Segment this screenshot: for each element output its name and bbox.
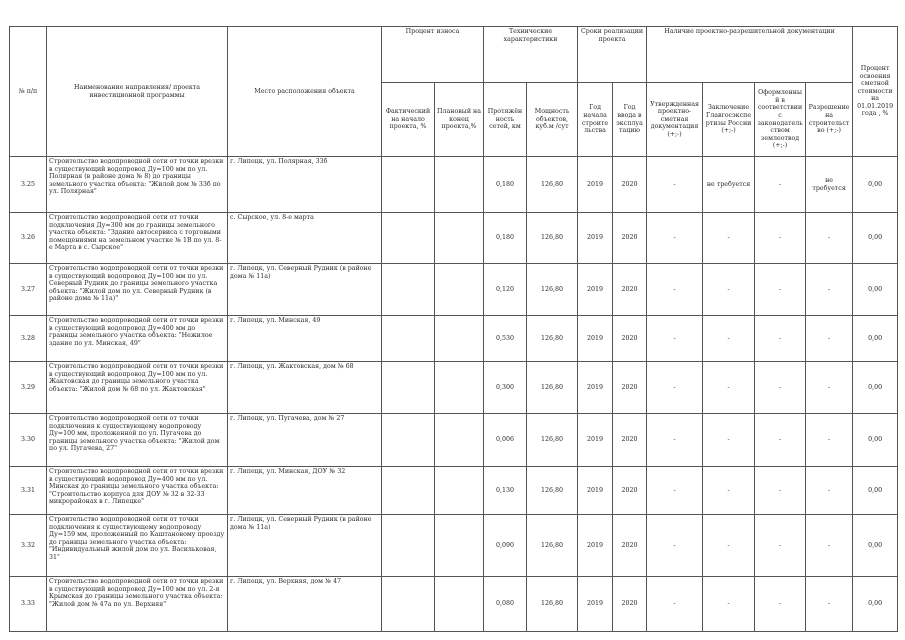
row-start-year: 2019 [578,362,613,414]
row-start-year: 2019 [578,414,613,467]
header-permits-group: Наличие проектно-разрешительной документации [647,27,853,83]
row-design-doc: - [647,414,703,467]
row-place: г. Липецк, ул. Полярная, 33б [228,157,382,213]
row-num: 3.30 [10,414,47,467]
row-expert-review: - [703,515,755,577]
row-land-allotment: - [755,515,806,577]
row-name: Строительство водопроводной сети от точки врезки в существующий водопровод Ду=100 мм по ул. Северный Рудник до границы земельного участка объекта: "Жилой дом по ул. Северный Рудник (в районе дома № 11а)" [47,264,228,316]
row-design-doc: - [647,213,703,264]
row-num: 3.26 [10,213,47,264]
row-end-year: 2020 [613,316,647,362]
row-build-permit: - [806,264,853,316]
header-permits-land: Оформленный в соответствии с законодательством землеотвод (+;-) [755,83,806,157]
row-end-year: 2020 [613,264,647,316]
row-length: 0,120 [484,264,527,316]
header-wear-plan: Плановый на конец проекта,% [435,83,484,157]
row-cost-pct: 0,00 [853,577,898,632]
row-cost-pct: 0,00 [853,264,898,316]
row-end-year: 2020 [613,213,647,264]
row-land-allotment: - [755,414,806,467]
row-wear-plan [435,577,484,632]
row-length: 0,130 [484,467,527,515]
row-num: 3.27 [10,264,47,316]
row-name: Строительство водопроводной сети от точки подключения к существующему водопроводу Ду=159 мм, проложенный по Каштановому проезду до границы земельного участка объекта: "Индивидуальный жилой дом по ул. Васильковая, 31" [47,515,228,577]
row-place: с. Сырское, ул. 8-е марта [228,213,382,264]
row-land-allotment: - [755,362,806,414]
table-row [10,157,898,213]
row-cost-pct: 0,00 [853,362,898,414]
row-start-year: 2019 [578,577,613,632]
row-build-permit: - [806,213,853,264]
row-wear-plan [435,515,484,577]
row-length: 0,530 [484,316,527,362]
row-length: 0,090 [484,515,527,577]
header-terms-end: Год ввода в эксплуатацию [613,83,647,157]
row-end-year: 2020 [613,362,647,414]
row-build-permit: - [806,316,853,362]
row-length: 0,006 [484,414,527,467]
row-wear-plan [435,213,484,264]
row-capacity: 126,80 [527,264,578,316]
row-start-year: 2019 [578,515,613,577]
row-cost-pct: 0,00 [853,467,898,515]
row-wear-plan [435,157,484,213]
row-place: г. Липецк, ул. Минская, ДОУ № 32 [228,467,382,515]
row-end-year: 2020 [613,467,647,515]
table-row [10,515,898,577]
row-land-allotment: - [755,577,806,632]
row-start-year: 2019 [578,213,613,264]
row-cost-pct: 0,00 [853,515,898,577]
row-expert-review: - [703,264,755,316]
row-expert-review: - [703,577,755,632]
row-place: г. Липецк, ул. Жактовская, дом № 68 [228,362,382,414]
row-expert-review: - [703,362,755,414]
row-name: Строительство водопроводной сети от точки врезки в существующий водопровод Ду=100 мм по ул. 2-я Крымская до границы земельного участка объекта: "Жилой дом № 47а по ул. Верхняя" [47,577,228,632]
row-wear-actual [382,577,435,632]
row-num: 3.25 [10,157,47,213]
row-land-allotment: - [755,316,806,362]
table-row [10,414,898,467]
row-place: г. Липецк, ул. Верхняя, дом № 47 [228,577,382,632]
row-wear-actual [382,213,435,264]
row-end-year: 2020 [613,157,647,213]
row-name: Строительство водопроводной сети от точки врезки в существующий водопровод Ду=100 мм по ул. Жактовская до границы земельного участка объекта: "Жилой дом № 68 по ул. Жактовская" [47,362,228,414]
row-name: Строительство водопроводной сети от точки врезки в существующий водопровод Ду=400 мм по ул. Минская до границы земельного участка объекта: "Строительство корпуса для ДОУ № 32 в 32-33 микрорайонах в г. Липецке" [47,467,228,515]
header-terms-group: Сроки реализации проекта [578,27,647,83]
row-name: Строительство водопроводной сети от точки врезки в существующий водопровод Ду=100 мм по ул. Полярная (в районе дома № 8) до границы земельного участка объекта: "Жилой дом № 33б по ул. Полярная" [47,157,228,213]
row-wear-plan [435,414,484,467]
table-row [10,577,898,632]
row-build-permit: не требуется [806,157,853,213]
row-capacity: 126,80 [527,467,578,515]
header-tech-capacity: Мощность объектов, куб.м /сут [527,83,578,157]
row-build-permit: - [806,467,853,515]
table-row [10,213,898,264]
investment-program-table [9,26,898,632]
row-wear-actual [382,316,435,362]
row-design-doc: - [647,577,703,632]
row-wear-actual [382,414,435,467]
row-wear-actual [382,362,435,414]
row-land-allotment: - [755,157,806,213]
header-permits-expert: Заключение Главгосэкспертизы России (+;-) [703,83,755,157]
header-permits-build: Разрешение на строительство (+;-) [806,83,853,157]
row-expert-review: - [703,316,755,362]
row-end-year: 2020 [613,515,647,577]
row-num: 3.32 [10,515,47,577]
row-design-doc: - [647,157,703,213]
header-cost-pct: Процент освоения сметной стоимости на 01.01.2019 года , % [853,27,898,157]
header-terms-start: Год начала строительства [578,83,613,157]
row-capacity: 126,80 [527,362,578,414]
row-wear-plan [435,316,484,362]
row-num: 3.33 [10,577,47,632]
row-length: 0,300 [484,362,527,414]
row-capacity: 126,80 [527,414,578,467]
row-wear-actual [382,157,435,213]
row-cost-pct: 0,00 [853,213,898,264]
row-cost-pct: 0,00 [853,414,898,467]
row-land-allotment: - [755,213,806,264]
row-cost-pct: 0,00 [853,157,898,213]
header-place: Место расположения объекта [228,27,382,157]
header-num: № п/п [10,27,47,157]
row-build-permit: - [806,515,853,577]
row-design-doc: - [647,467,703,515]
row-num: 3.29 [10,362,47,414]
row-end-year: 2020 [613,577,647,632]
row-expert-review: - [703,213,755,264]
row-build-permit: - [806,362,853,414]
row-capacity: 126,80 [527,316,578,362]
row-length: 0,180 [484,157,527,213]
row-build-permit: - [806,414,853,467]
row-start-year: 2019 [578,467,613,515]
header-wear-actual: Фактический на начало проекта, % [382,83,435,157]
row-capacity: 126,80 [527,515,578,577]
row-design-doc: - [647,362,703,414]
row-end-year: 2020 [613,414,647,467]
table-row [10,316,898,362]
row-capacity: 126,80 [527,577,578,632]
row-wear-plan [435,362,484,414]
row-place: г. Липецк, ул. Пугачева, дом № 27 [228,414,382,467]
header-row-groups [10,27,898,83]
row-start-year: 2019 [578,316,613,362]
row-land-allotment: - [755,264,806,316]
row-place: г. Липецк, ул. Минская, 49 [228,316,382,362]
table-row [10,362,898,414]
row-expert-review: - [703,467,755,515]
row-wear-actual [382,515,435,577]
row-build-permit: - [806,577,853,632]
row-length: 0,080 [484,577,527,632]
row-wear-plan [435,264,484,316]
row-place: г. Липецк, ул. Северный Рудник (в районе дома № 11а) [228,264,382,316]
row-name: Строительство водопроводной сети от точки подключения к существующему водопроводу Ду=100 мм, проложенной по ул. Пугачева до границы земельного участка объекта: "Жилой дом по ул. Пугачева, 27" [47,414,228,467]
row-expert-review: не требуется [703,157,755,213]
header-tech-group: Технические характеристики [484,27,578,83]
row-start-year: 2019 [578,264,613,316]
row-wear-actual [382,264,435,316]
row-num: 3.28 [10,316,47,362]
row-land-allotment: - [755,467,806,515]
row-design-doc: - [647,316,703,362]
header-permits-design: Утвержденная проектно-сметная документация (+;-) [647,83,703,157]
row-expert-review: - [703,414,755,467]
row-capacity: 126,80 [527,213,578,264]
row-design-doc: - [647,515,703,577]
header-name: Наименование направления/ проекта инвестиционной программы [47,27,228,157]
row-name: Строительство водопроводной сети от точки врезки в существующий водопровод Ду=400 мм до границы земельного участка объекта: "Нежилое здание по ул. Минская, 49" [47,316,228,362]
header-tech-length: Протяжённость сетей, км [484,83,527,157]
row-design-doc: - [647,264,703,316]
table-row [10,264,898,316]
row-wear-actual [382,467,435,515]
row-capacity: 126,80 [527,157,578,213]
row-num: 3.31 [10,467,47,515]
row-length: 0,180 [484,213,527,264]
header-wear-group: Процент износа [382,27,484,83]
row-wear-plan [435,467,484,515]
row-name: Строительство водопроводной сети от точки подключения Ду=300 мм до границы земельного участка объекта: "Здание автосервиса с торговыми помещениями на земельном участке № 1В по ул. 8-е Марта в с. Сырское" [47,213,228,264]
row-start-year: 2019 [578,157,613,213]
table-row [10,467,898,515]
row-place: г. Липецк, ул. Северный Рудник (в районе дома № 11а) [228,515,382,577]
row-cost-pct: 0,00 [853,316,898,362]
